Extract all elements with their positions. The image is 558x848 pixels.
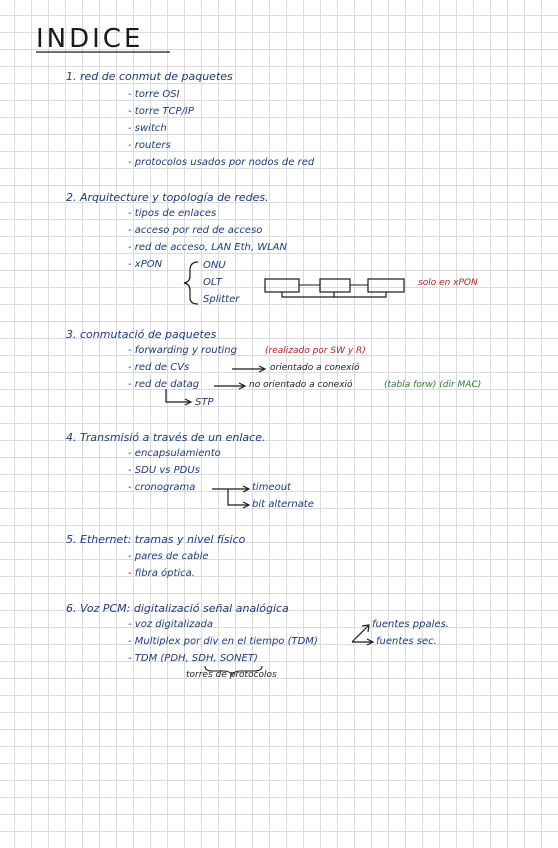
fuentes-ppales-arrow-head (362, 625, 369, 632)
section-3-item: - red de datag (128, 379, 200, 390)
section-3-item: - red de CVs (128, 362, 190, 373)
datag-note: no orientado a conexió (249, 380, 353, 390)
section-6-item: - Multiplex por div en el tiempo (TDM) (128, 636, 318, 647)
section-2-item: - tipos de enlaces (128, 208, 217, 219)
section-5-item: - fibra óptica. (128, 568, 195, 579)
section-2-heading: 2. Arquitecture y topología de redes. (66, 191, 269, 204)
section-4-item: - SDU vs PDUs (128, 465, 200, 476)
stp-label: STP (195, 397, 214, 408)
bit-alternate-label: bit alternate (252, 499, 314, 510)
section-6-item: - voz digitalizada (128, 619, 213, 630)
xpon-brace (184, 262, 198, 304)
xpon-box (320, 279, 350, 292)
section-2-item: - acceso por red de acceso (128, 225, 263, 236)
xpon-splitter-label: Splitter (203, 294, 240, 305)
section-3-heading: 3. conmutació de paquetes (66, 328, 217, 341)
section-1-item: - protocolos usados por nodos de red (128, 157, 315, 168)
torres-protocolos-label: torres de protocolos (186, 670, 277, 680)
section-4-heading: 4. Transmisió a través de un enlace. (66, 431, 266, 444)
xpon-note: solo en xPON (418, 278, 478, 288)
fuentes-ppales-arrow (352, 626, 368, 642)
section-2-item: - red de acceso, LAN Eth, WLAN (128, 242, 288, 253)
cv-note: orientado a conexió (270, 363, 360, 373)
section-1-item: - switch (128, 123, 167, 134)
section-1-item: - routers (128, 140, 171, 151)
fuentes-sec-label: fuentes sec. (376, 636, 437, 647)
page-title: INDICE (36, 24, 144, 54)
stp-arrow-head (185, 399, 191, 405)
section-6-item: - TDM (PDH, SDH, SONET) (128, 653, 258, 664)
section-5-item: - pares de cable (128, 551, 209, 562)
section-4-item: - cronograma (128, 482, 196, 493)
section-1-item: - torre TCP/IP (128, 106, 194, 117)
section-4-item: - encapsulamiento (128, 448, 221, 459)
timeout-label: timeout (252, 482, 291, 493)
section-3-item: - forwarding y routing (128, 345, 237, 356)
datag-arrow-head (239, 383, 245, 389)
stp-arrow (166, 389, 190, 402)
bit-alternate-arrow-head (243, 502, 249, 508)
xpon-box (265, 279, 299, 292)
xpon-box (368, 279, 404, 292)
section-2-item: - xPON (128, 259, 163, 270)
section-6-heading: 6. Voz PCM: digitalizació señal analógica (66, 602, 289, 615)
bit-alternate-arrow (228, 489, 248, 505)
section-5-heading: 5. Ethernet: tramas y nivel físico (66, 533, 246, 546)
forwarding-note: (realizado por SW y R) (265, 346, 366, 356)
xpon-connector (282, 292, 334, 297)
xpon-connector (334, 292, 386, 297)
xpon-onu-label: ONU (203, 260, 226, 271)
section-1-heading: 1. red de conmut de paquetes (66, 70, 233, 83)
timeout-arrow-head (243, 486, 249, 492)
cv-arrow-head (259, 366, 265, 372)
table-note: (tabla forw) (dir MAC) (384, 380, 482, 390)
section-1-item: - torre OSI (128, 89, 180, 100)
xpon-olt-label: OLT (203, 277, 222, 288)
fuentes-sec-arrow-head (367, 639, 373, 645)
fuentes-ppales-label: fuentes ppales. (372, 619, 449, 630)
